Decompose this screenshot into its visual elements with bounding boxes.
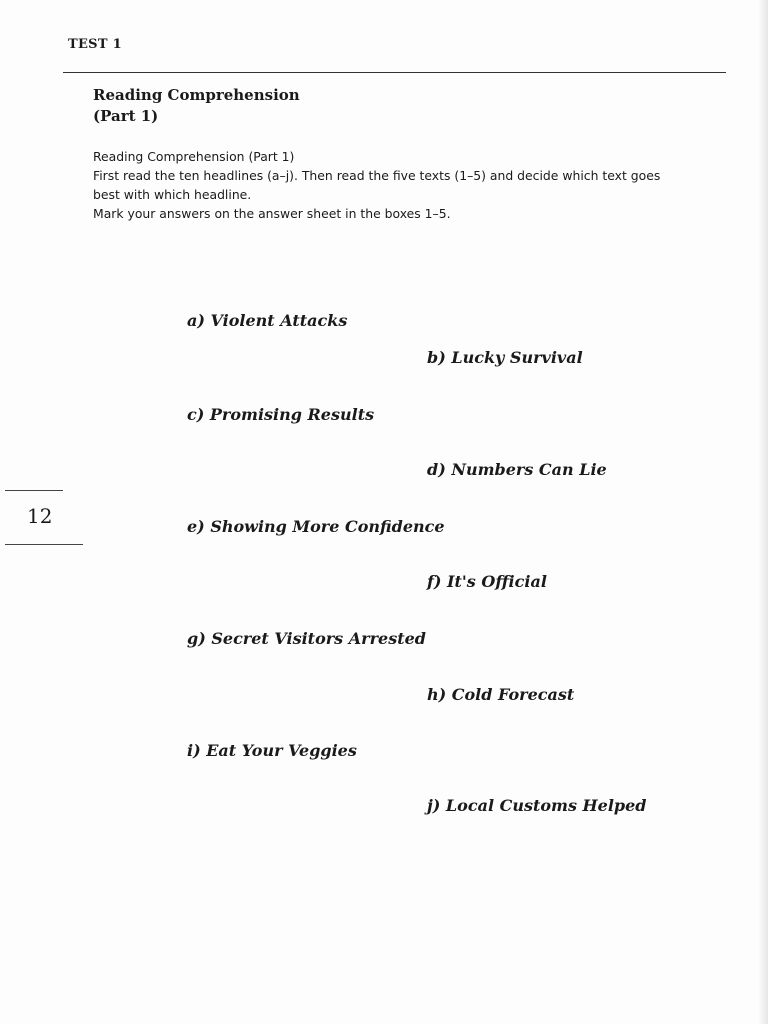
page-number-top-rule: [5, 490, 63, 491]
headline-f: f) It's Official: [427, 572, 547, 591]
headline-g: g) Secret Visitors Arrested: [187, 629, 426, 648]
headline-e: e) Showing More Confidence: [187, 517, 445, 536]
instructions-block: [93, 147, 733, 223]
instructions-line-2: First read the ten headlines (a–j). Then read the five texts (1–5) and decide which text goes: [93, 168, 661, 183]
headline-a: a) Violent Attacks: [187, 311, 348, 330]
section-title-line-1: Reading Comprehension: [93, 86, 300, 104]
header-divider: [63, 72, 726, 73]
headline-i: i) Eat Your Veggies: [187, 741, 357, 760]
test-label: TEST 1: [68, 37, 123, 52]
headline-d: d) Numbers Can Lie: [427, 460, 607, 479]
instructions-line-1: Reading Comprehension (Part 1): [93, 149, 295, 164]
page-edge-shadow: [758, 0, 768, 1024]
headline-j: j) Local Customs Helped: [427, 796, 647, 815]
page-number-box: [5, 490, 83, 545]
headline-c: c) Promising Results: [187, 405, 375, 424]
headline-h: h) Cold Forecast: [427, 685, 575, 704]
section-title: [93, 85, 300, 127]
instructions-line-4: Mark your answers on the answer sheet in the boxes 1–5.: [93, 206, 451, 221]
section-title-line-2: (Part 1): [93, 107, 159, 125]
instructions-line-3: best with which headline.: [93, 187, 252, 202]
page-number-bottom-rule: [5, 544, 83, 545]
headline-b: b) Lucky Survival: [427, 348, 583, 367]
page-number: 12: [27, 504, 53, 528]
